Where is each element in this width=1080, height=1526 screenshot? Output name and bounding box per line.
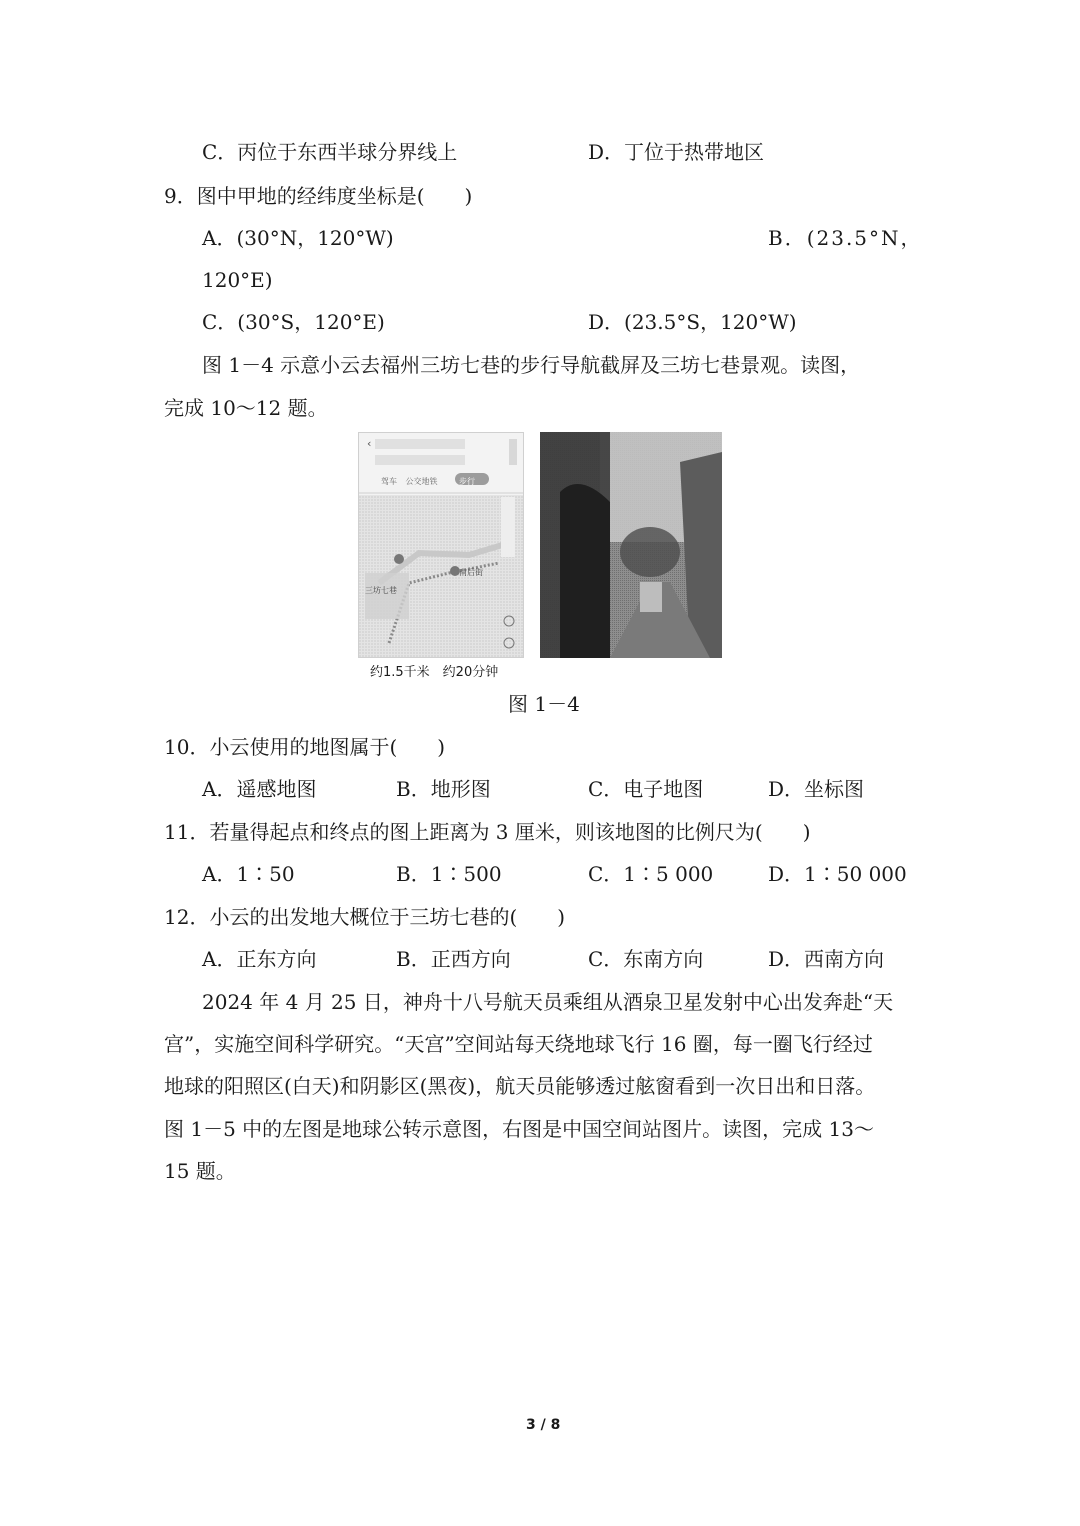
q8-option-c: C．丙位于东西半球分界线上 bbox=[202, 140, 458, 164]
map-label-sanfang: 三坊七巷 bbox=[365, 586, 397, 595]
tab-transit: 公交地铁 bbox=[405, 477, 438, 486]
q9-option-a: A．(30°N，120°W) bbox=[202, 226, 394, 250]
svg-text:‹: ‹ bbox=[367, 437, 372, 450]
intro2-line5: 15 题。 bbox=[164, 1159, 236, 1183]
q9-option-b-cont: 120°E) bbox=[202, 268, 273, 292]
intro2-line4: 图 1－5 中的左图是地球公转示意图，右图是中国空间站图片。读图，完成 13～ bbox=[164, 1117, 874, 1141]
intro2-line1: 2024 年 4 月 25 日，神舟十八号航天员乘组从酒泉卫星发射中心出发奔赴“天 bbox=[202, 990, 894, 1014]
q10-option-d: D．坐标图 bbox=[768, 777, 865, 801]
q12-option-d: D．西南方向 bbox=[768, 947, 885, 971]
navigation-caption: 约1.5千米 约20分钟 bbox=[370, 665, 499, 680]
page-number: 3 / 8 bbox=[526, 1417, 561, 1433]
q10-option-b: B．地形图 bbox=[396, 777, 491, 801]
q10-option-c: C．电子地图 bbox=[588, 777, 704, 801]
tab-walk: 步行 bbox=[459, 477, 475, 486]
intro2-line3: 地球的阳照区(白天)和阴影区(黑夜)，航天员能够透过舷窗看到一次日出和日落。 bbox=[164, 1074, 876, 1098]
q11-option-b: B．1∶500 bbox=[396, 862, 502, 886]
q11-stem: 11．若量得起点和终点的图上距离为 3 厘米，则该地图的比例尺为( ) bbox=[164, 820, 811, 844]
q9-option-c: C．(30°S，120°E) bbox=[202, 310, 385, 334]
q10-stem: 10．小云使用的地图属于( ) bbox=[164, 735, 446, 759]
q12-option-a: A．正东方向 bbox=[202, 947, 317, 971]
q11-option-d: D．1∶50 000 bbox=[768, 862, 907, 886]
q11-option-c: C．1∶5 000 bbox=[588, 862, 714, 886]
figure-caption: 图 1－4 bbox=[508, 692, 580, 716]
navigation-map-graphic bbox=[359, 433, 523, 657]
intro1-line1: 图 1－4 示意小云去福州三坊七巷的步行导航截屏及三坊七巷景观。读图， bbox=[202, 353, 861, 377]
q9-stem: 9．图中甲地的经纬度坐标是( ) bbox=[164, 184, 473, 208]
tab-drive: 驾车 bbox=[381, 477, 397, 486]
q10-option-a: A．遥感地图 bbox=[202, 777, 317, 801]
q12-option-c: C．东南方向 bbox=[588, 947, 704, 971]
alley-photo bbox=[540, 432, 722, 658]
intro2-line2: 宫”，实施空间科学研究。“天宫”空间站每天绕地球飞行 16 圈，每一圈飞行经过 bbox=[164, 1032, 873, 1056]
q12-option-b: B．正西方向 bbox=[396, 947, 511, 971]
map-label-street: 南后街 bbox=[459, 568, 483, 577]
q9-option-d: D．(23.5°S，120°W) bbox=[588, 310, 797, 334]
q8-option-d: D．丁位于热带地区 bbox=[588, 140, 765, 164]
alley-photo-graphic bbox=[540, 432, 722, 658]
navigation-screenshot bbox=[358, 432, 524, 658]
q12-stem: 12．小云的出发地大概位于三坊七巷的( ) bbox=[164, 905, 566, 929]
intro1-line2: 完成 10～12 题。 bbox=[164, 396, 328, 420]
q9-option-b: B．(23.5°N， bbox=[768, 226, 923, 250]
q11-option-a: A．1∶50 bbox=[202, 862, 295, 886]
